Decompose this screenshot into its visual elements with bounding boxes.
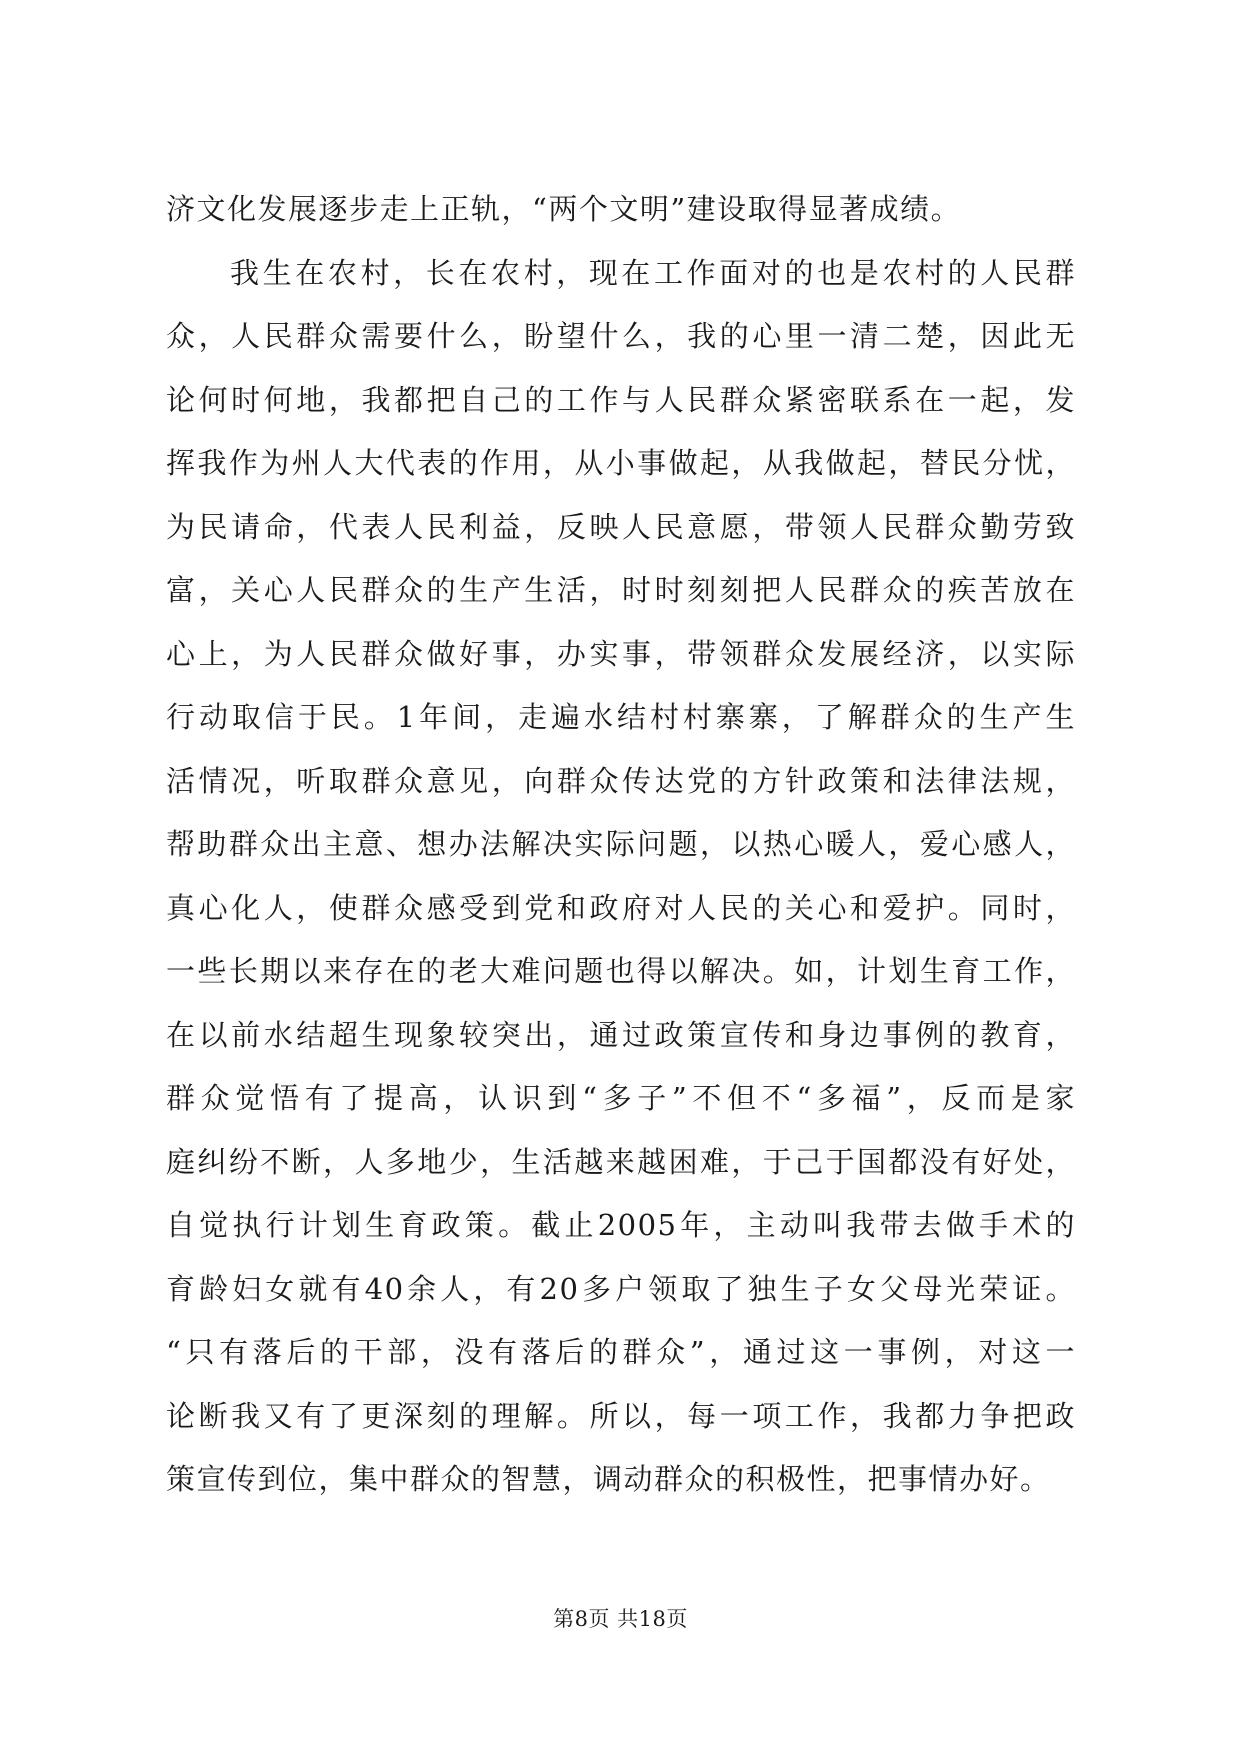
text-line-3: 众，人民群众需要什么，盼望什么，我的心里一清二楚，因此无 xyxy=(166,319,1076,353)
text-line-16: 庭纠纷不断，人多地少，生活越来越困难，于己于国都没有好处， xyxy=(166,1144,1076,1179)
text-line-9: 行动取信于民。1年间，走遍水结村村寨寨，了解群众的生产生 xyxy=(166,700,1076,734)
text-line-6: 为民请命，代表人民利益，反映人民意愿，带领人民群众勤劳致 xyxy=(166,509,1076,544)
text-line-21: 策宣传到位，集中群众的智慧，调动群众的积极性，把事情办好。 xyxy=(166,1462,1051,1496)
page-number-footer: 第8页 共18页 xyxy=(553,1607,688,1631)
text-line-5: 挥我作为州人大代表的作用，从小事做起，从我做起，替民分忧， xyxy=(166,446,1076,480)
text-line-7: 富，关心人民群众的生产生活，时时刻刻把人民群众的疾苦放在 xyxy=(166,573,1076,607)
text-line-2: 我生在农村，长在农村，现在工作面对的也是农村的人民群 xyxy=(230,255,1076,290)
body-text xyxy=(166,178,1076,1512)
text-line-4: 论何时何地，我都把自己的工作与人民群众紧密联系在一起，发 xyxy=(166,382,1076,417)
text-line-13: 一些长期以来存在的老大难问题也得以解决。如，计划生育工作， xyxy=(166,954,1076,988)
text-line-1: 济文化发展逐步走上正轨，“两个文明”建设取得显著成绩。 xyxy=(166,192,962,226)
text-line-14: 在以前水结超生现象较突出，通过政策宣传和身边事例的教育， xyxy=(166,1017,1076,1052)
text-line-10: 活情况，听取群众意见，向群众传达党的方针政策和法律法规， xyxy=(166,763,1076,798)
text-line-8: 心上，为人民群众做好事，办实事，带领群众发展经济，以实际 xyxy=(166,636,1076,671)
text-line-20: 论断我又有了更深刻的理解。所以，每一项工作，我都力争把政 xyxy=(166,1398,1076,1433)
text-line-11: 帮助群众出主意、想办法解决实际问题，以热心暖人，爱心感人， xyxy=(166,827,1076,861)
text-line-15: 群众觉悟有了提高，认识到“多子”不但不“多福”，反而是家 xyxy=(166,1081,1076,1115)
text-line-17: 自觉执行计划生育政策。截止2005年，主动叫我带去做手术的 xyxy=(166,1208,1076,1242)
text-line-18: 育龄妇女就有40余人，有20多户领取了独生子女父母光荣证。 xyxy=(166,1271,1076,1306)
text-line-19: “只有落后的干部，没有落后的群众”，通过这一事例，对这一 xyxy=(166,1335,1076,1369)
text-line-12: 真心化人，使群众感受到党和政府对人民的关心和爱护。同时， xyxy=(166,890,1076,925)
